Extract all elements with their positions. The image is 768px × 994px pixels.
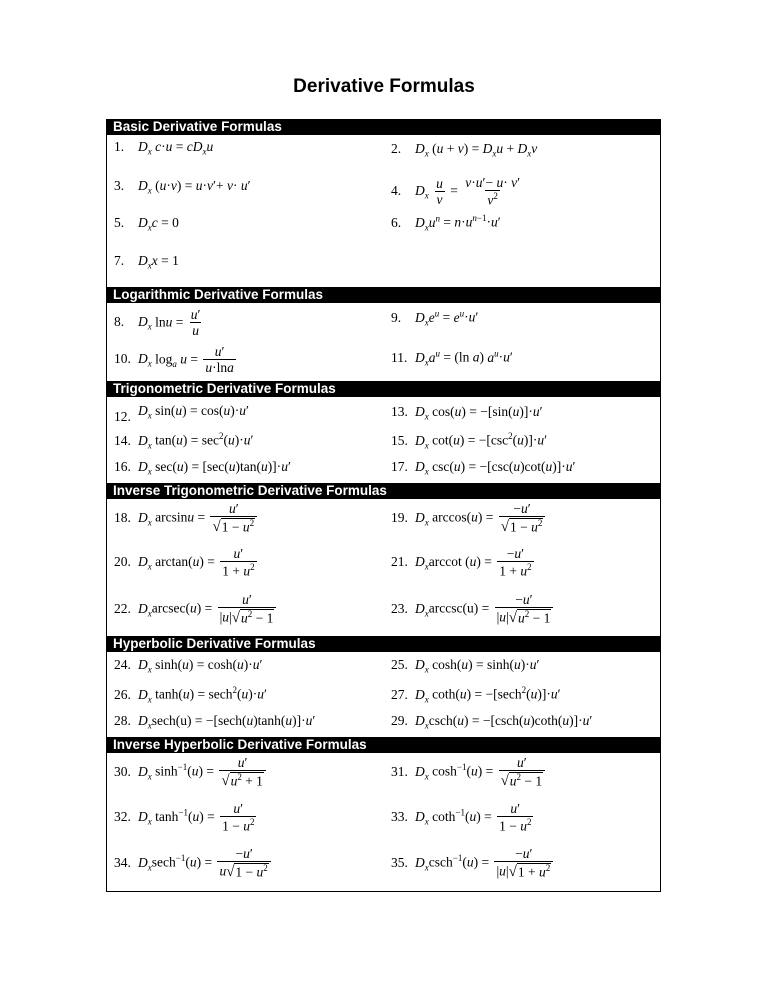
formula-29: 29. $D_x\csc h(u) = -[\csc h(u)\cot h(u)]\cdot u'$ — [391, 713, 593, 731]
formula-24: 24. $D_x$ sinh(u) = cosh(u)·u′ — [114, 657, 263, 675]
page-title: Derivative Formulas — [293, 76, 475, 97]
formula-30: 30. $D_x$ $\sinh^{-1}(u)$ = u′ √ $u^2 + 1$ — [114, 756, 268, 789]
formula-15: 15. $D_x$ $\cot(u) = -[\csc^2(u)]\cdot u'$ — [391, 431, 548, 451]
formula-22: 22. $D_xarcsec(u)$ = u′ |u| √ $u^2 - 1$ — [114, 593, 278, 626]
formula-9: 9. $D_xe^u = e^u\cdot u'$ — [391, 308, 479, 328]
formula-23: 23. $D_xarccsc(u)$ = −u′ |u| √ $u^2 - 1$ — [391, 593, 555, 626]
formula-8: 8. $D_x$ lnu = $\frac{u'}{u}$ — [114, 307, 201, 339]
section-header-trigonometric: Trigonometric Derivative Formulas — [106, 381, 661, 397]
formula-32: 32. $D_x$ $\tanh^{-1}(u)$ = $\frac{u'}{1 - u^2}$ — [114, 801, 255, 834]
section-header-inverse-trigonometric: Inverse Trigonometric Derivative Formulas — [106, 483, 661, 499]
section-header-hyperbolic: Hyperbolic Derivative Formulas — [106, 636, 661, 652]
formula-26: 26. $D_x$ tanh(u) = sech$^2$(u)·u′ — [114, 685, 267, 705]
formula-3: 3. $D_x$ (u·v) = u·v′+ v· u′ — [114, 178, 251, 196]
formula-4: 4. $D_x$ $\frac{u}{v}$ = $\frac{v\cdot u'- u\cdot v'}{v^2}$ — [391, 175, 521, 208]
formula-33: 33. $D_x$ coth$^{-1}$(u) = $\frac{u'}{1 - u^2}$ — [391, 801, 532, 834]
formula-11: 11. $D_xa^u = (\ln$ a) $a^u\cdot u'$ — [391, 348, 513, 368]
formula-14: 14. $D_x$ $\tan(u) = \sec^2(u)\cdot u'$ — [114, 431, 254, 451]
formula-20: 20. $D_x$ arctan(u) = $\frac{u'}{1 + u^2}$ — [114, 546, 255, 579]
formula-19: 19. $D_x$ arccos(u) = −u′ √ $1 - u^2$ — [391, 502, 547, 535]
section-header-logarithmic: Logarithmic Derivative Formulas — [106, 287, 661, 303]
formula-13: 13. $D_x$ cos(u) = −[sin(u)]·u′ — [391, 404, 543, 422]
formula-6: 6. $D_xu^n = n\cdot u^{n-1}\cdot u'$ — [391, 213, 501, 233]
formula-25: 25. $D_x$ cosh(u) = sinh(u)·u′ — [391, 657, 540, 675]
formula-31: 31. $D_x$ $\cosh^{-1}(u)$ = u′ √ $u^2 - 1$ — [391, 756, 547, 789]
section-header-basic: Basic Derivative Formulas — [106, 119, 661, 135]
formula-27: 27. $D_x$ coth(u) = −[sech$^2$(u)]·u′ — [391, 685, 561, 705]
formula-5: 5. $D_xc = 0$ — [114, 215, 179, 233]
formula-34: 34. $D_x\sec h^{-1}(u)$ = −u′ u √ $1 - u^2$ — [114, 847, 273, 880]
section-header-inverse-hyperbolic: Inverse Hyperbolic Derivative Formulas — [106, 737, 661, 753]
formula-12: 12. $D_x$ sin(u) = cos(u)·u′ — [114, 403, 249, 424]
formula-18: 18. $D_x$ arcsinu = u′ √ $1 - u^2$ — [114, 502, 259, 535]
formula-35: 35. $D_x\csc h^{-1}(u)$ = −u′ |u| √ $1 + u^2$ — [391, 847, 555, 880]
formula-7: 7. $D_xx = 1$ — [114, 253, 179, 271]
formula-1: 1. $D_x$ $c\cdot u = cD_xu$ — [114, 139, 214, 157]
formula-17: 17. $D_x$ csc(u) = −[csc(u)cot(u)]·u′ — [391, 459, 576, 477]
formula-10: 10. $D_x$ $\log_a u$ = $\frac{u'}{u\cdot\ln a}$ — [114, 344, 234, 376]
formula-16: 16. $D_x$ sec(u) = [sec(u)tan(u)]·u′ — [114, 459, 291, 477]
formula-28: 28. $D_x\sec h(u) = -[\sec h(u)\tanh(u)]\cdot u'$ — [114, 713, 316, 731]
formula-21: 21. $D_xarccot$ (u) = $\frac{-u'}{1 + u^2}$ — [391, 546, 532, 579]
formula-2: 2. $D_x$ $(u + v) = D_xu + D_xv$ — [391, 141, 538, 159]
